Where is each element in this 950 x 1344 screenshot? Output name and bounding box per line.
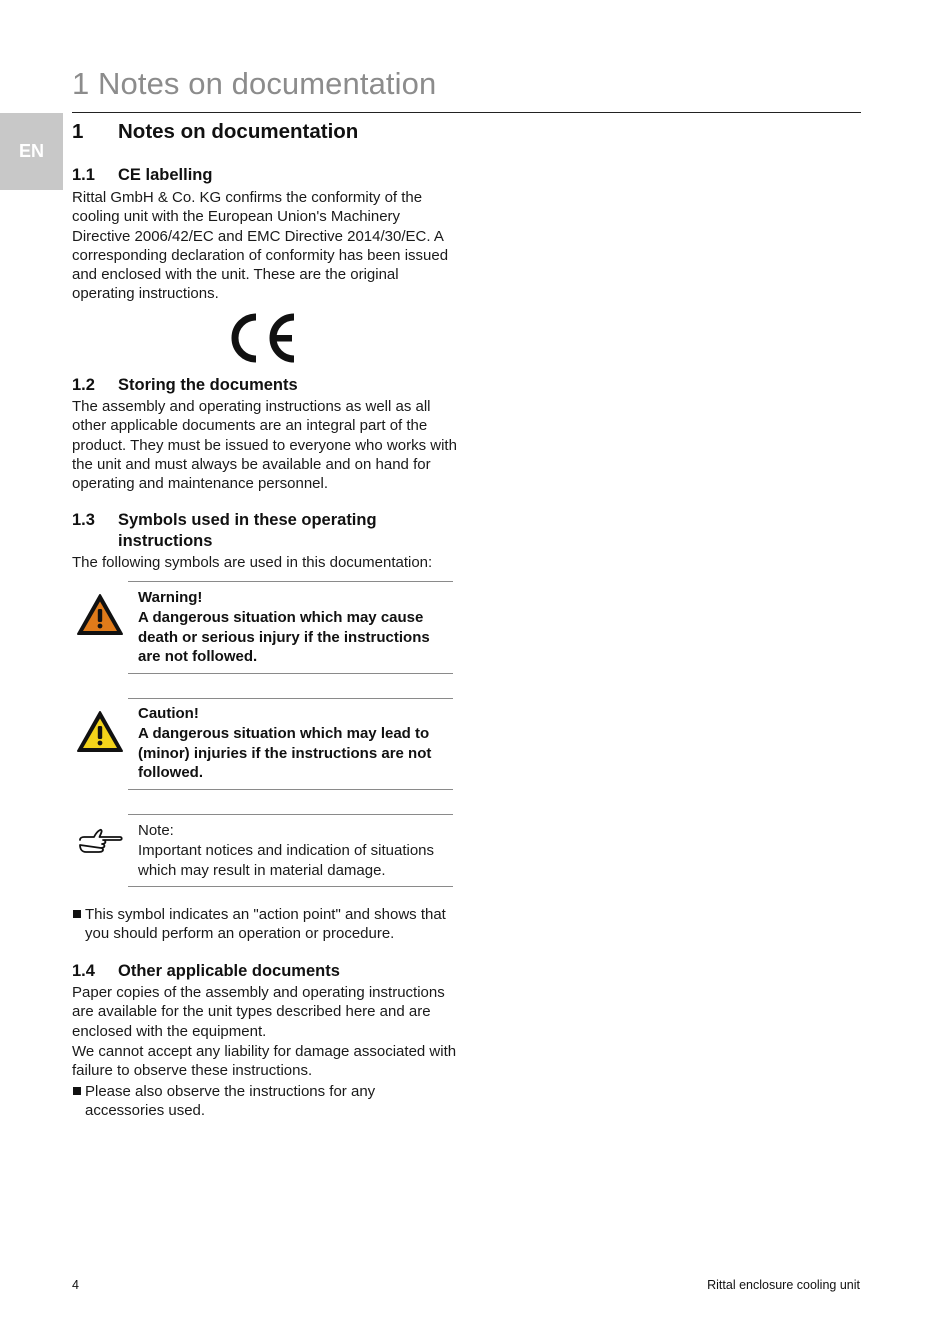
heading-number: 1.4 xyxy=(72,962,95,980)
action-point-bullet xyxy=(72,905,457,944)
notice-rule xyxy=(128,814,453,815)
action-point-text: This symbol indicates an "action point" and shows that you should perform an operation or procedure. xyxy=(85,906,446,943)
page-number: 4 xyxy=(72,1278,79,1292)
heading-number: 1.2 xyxy=(72,376,95,394)
warning-text: A dangerous situation which may cause death or serious injury if the instructions are not followed. xyxy=(138,609,430,665)
warning-title: Warning! xyxy=(138,589,203,606)
heading-ce-labelling xyxy=(72,165,448,186)
symbols-intro-text: The following symbols are used in this documentation: xyxy=(72,554,433,571)
note-title: Note: xyxy=(138,822,174,839)
other-documents-text-2: We cannot accept any liability for damage associated with failure to observe these instructions. xyxy=(72,1043,457,1080)
ce-labelling-text: Rittal GmbH & Co. KG confirms the conformity of the cooling unit with the European Union's Machinery Directive 2006/42/EC and EMC Directive 2014/30/EC. A corresponding declaration of conformity has been issued and enclosed with the unit. These are the original operating instructions. xyxy=(72,189,449,303)
section-heading xyxy=(72,120,358,144)
warning-triangle-icon xyxy=(76,593,124,637)
heading-symbols-used xyxy=(72,510,448,552)
accessories-text: Please also observe the instructions for any accessories used. xyxy=(85,1083,376,1120)
notice-rule xyxy=(128,581,453,582)
heading-title: CE labelling xyxy=(118,166,213,184)
heading-number: 1.1 xyxy=(72,166,95,184)
caution-text: A dangerous situation which may lead to (minor) injuries if the instructions are not followed. xyxy=(138,725,432,781)
heading-title: Storing the documents xyxy=(118,376,298,394)
pointing-hand-icon xyxy=(76,826,124,870)
header-rule xyxy=(72,112,861,113)
caution-title: Caution! xyxy=(138,705,199,722)
ce-mark-icon xyxy=(226,311,300,365)
language-tab: EN xyxy=(0,113,63,190)
heading-storing-documents xyxy=(72,375,448,396)
heading-other-documents xyxy=(72,961,448,982)
caution-triangle-icon xyxy=(76,710,124,754)
storing-documents-text: The assembly and operating instructions as well as all other applicable documents are an integral part of the product. They must be issued to everyone who works with the unit and must always be available and on hand for operating and maintenance personnel. xyxy=(72,398,457,493)
bullet-square-icon xyxy=(73,910,81,918)
notice-rule xyxy=(128,673,453,674)
heading-number: 1.3 xyxy=(72,511,95,529)
other-documents-text-1: Paper copies of the assembly and operating instructions are available for the unit types described here and are enclosed with the equipment. xyxy=(72,984,445,1040)
heading-title: Other applicable documents xyxy=(118,962,340,980)
notice-rule xyxy=(128,789,453,790)
note-text: Important notices and indication of situations which may result in material damage. xyxy=(138,842,435,879)
bullet-square-icon xyxy=(73,1087,81,1095)
notice-rule xyxy=(128,886,453,887)
heading-title: Symbols used in these operating instructions xyxy=(118,511,377,550)
page-header-title: 1 Notes on documentation xyxy=(72,66,437,101)
footer-doc-title: Rittal enclosure cooling unit xyxy=(707,1278,860,1292)
section-number: 1 xyxy=(72,120,84,143)
notice-rule xyxy=(128,698,453,699)
accessories-bullet xyxy=(72,1082,457,1121)
section-title: Notes on documentation xyxy=(118,120,359,143)
